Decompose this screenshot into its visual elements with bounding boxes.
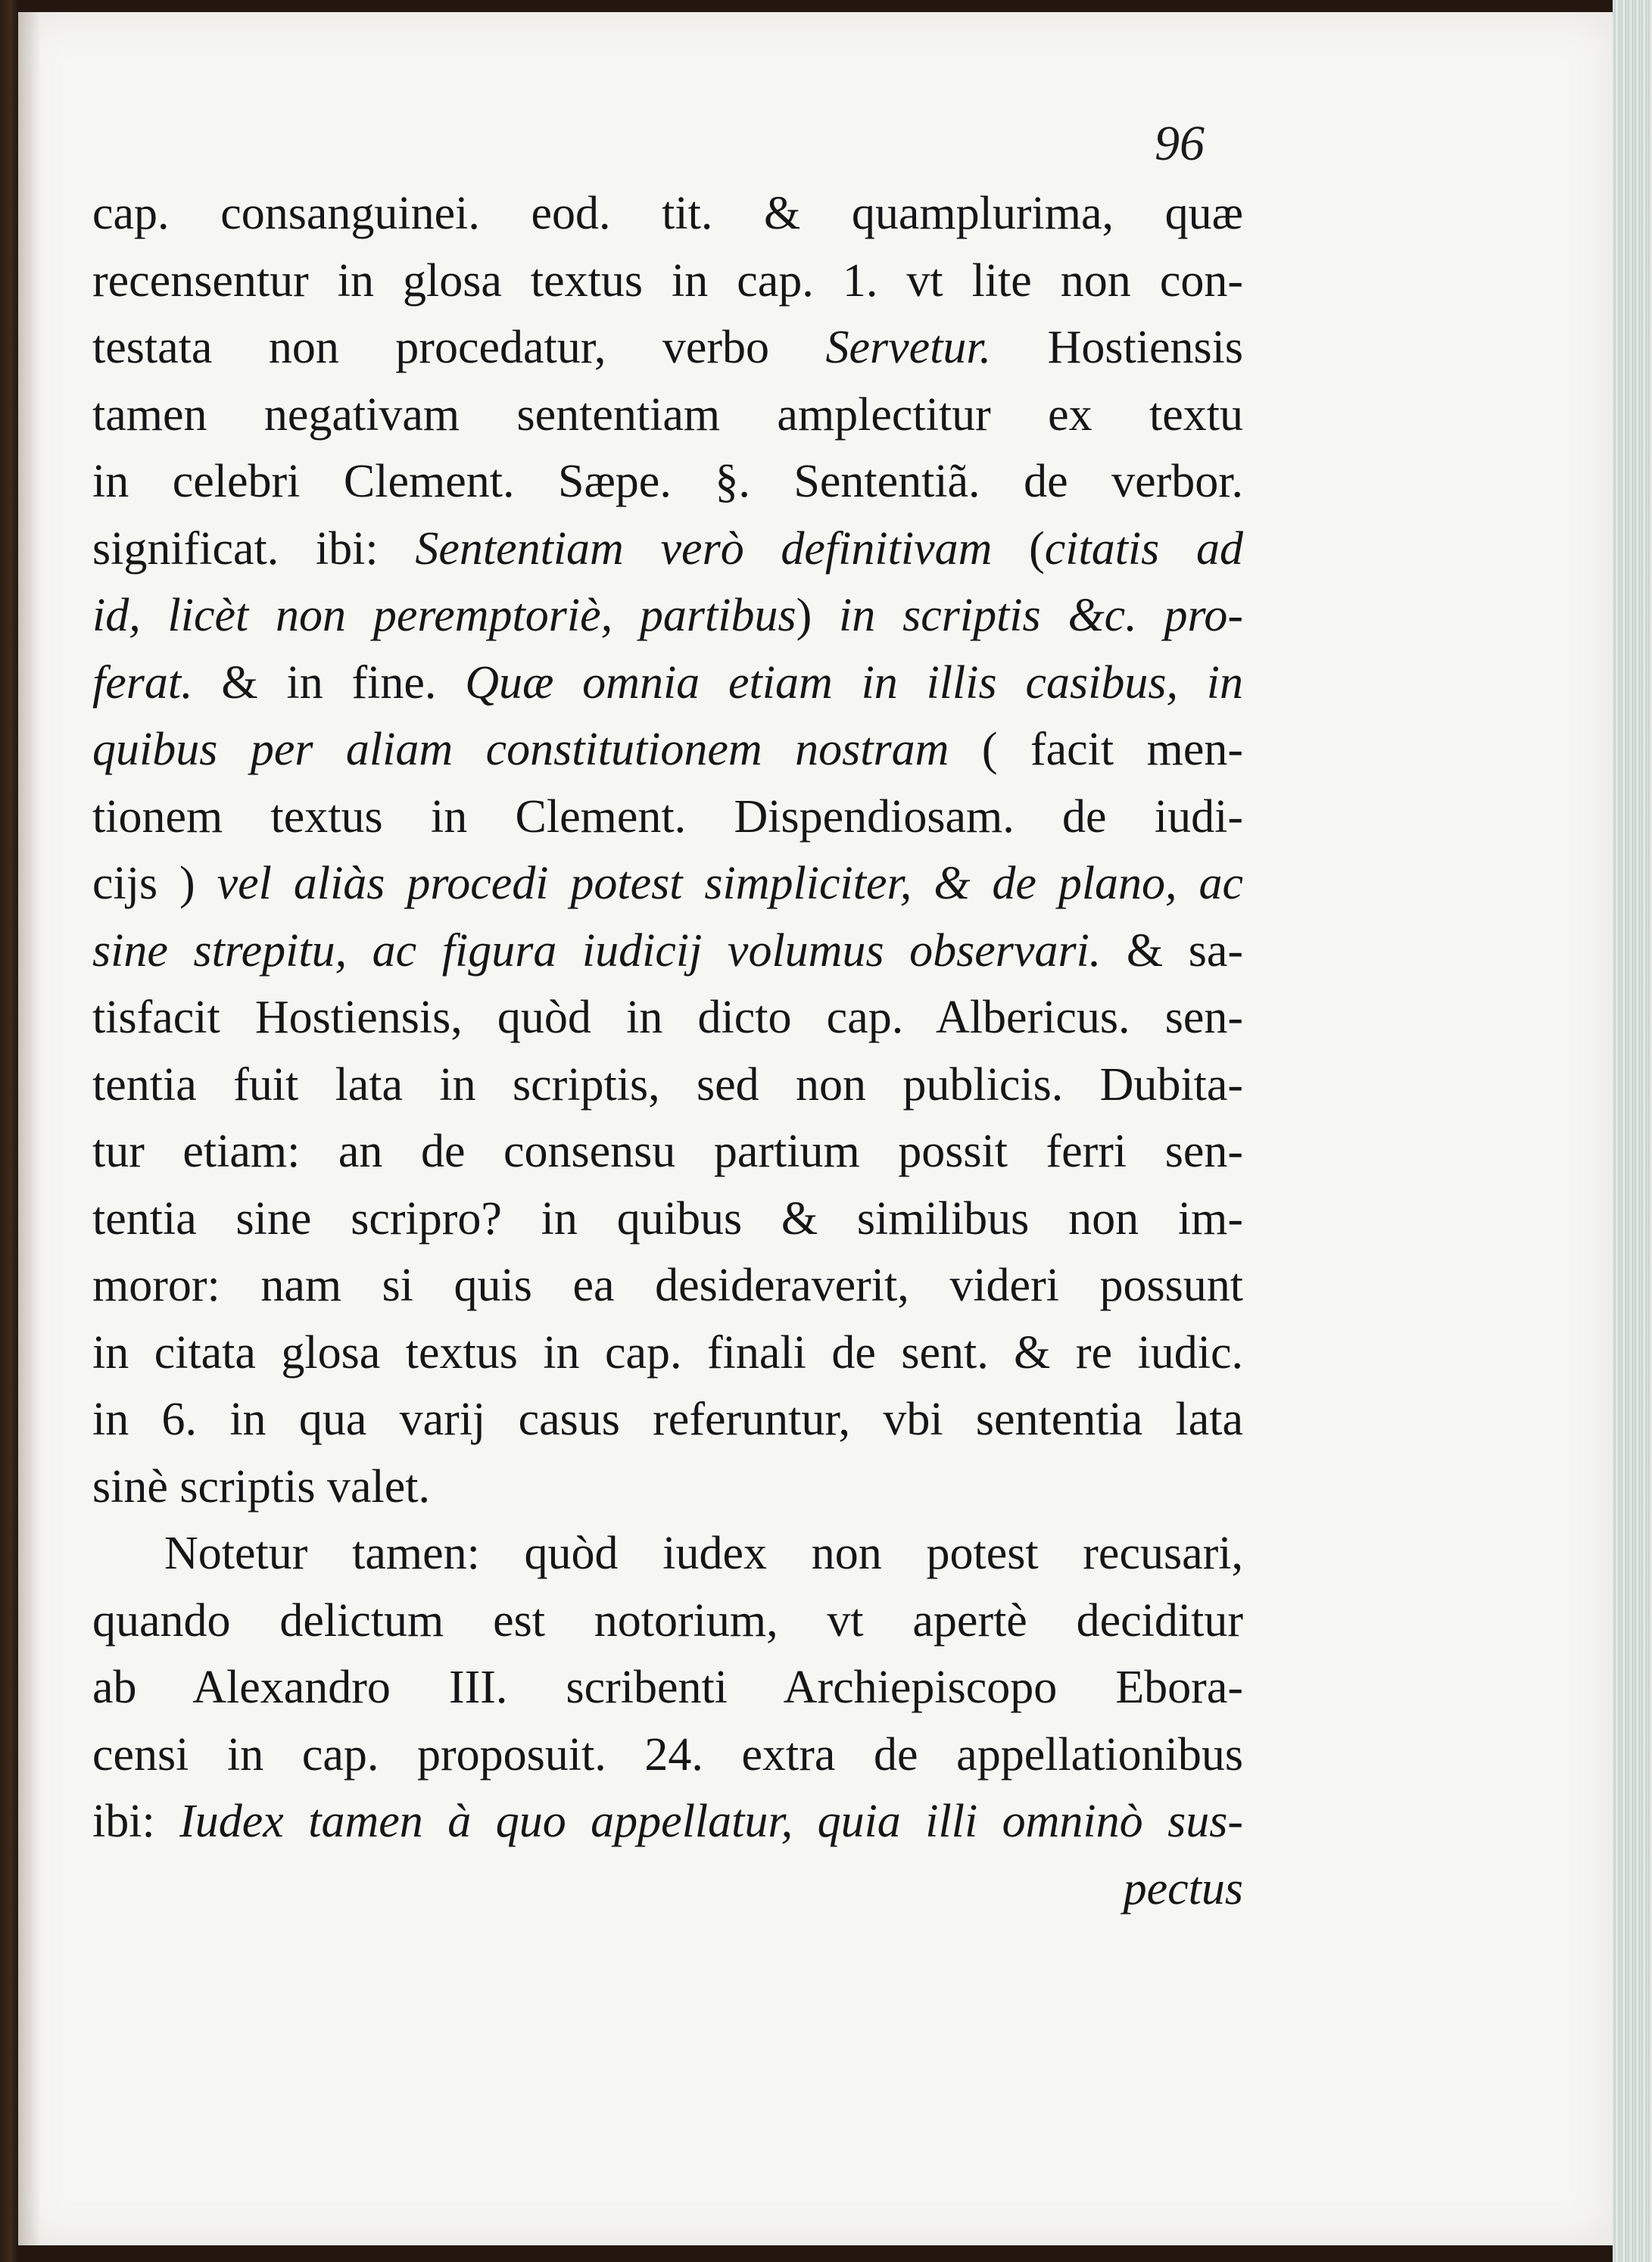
text-segment: Hostiensis (991, 322, 1243, 373)
text-line (92, 1320, 1243, 1387)
text-line (92, 1386, 1243, 1453)
italic-text-segment: citatis ad (1044, 522, 1243, 575)
text-line (92, 1252, 1243, 1320)
text-segment: Notetur tamen: quòd iudex non potest recusari, (164, 1528, 1243, 1579)
italic-text-segment: Servetur. (825, 322, 992, 373)
text-line (92, 1654, 1243, 1721)
text-line (92, 1186, 1243, 1253)
text-line (92, 1788, 1243, 1855)
text-segment: & sa- (1101, 924, 1243, 977)
text-segment: tur etiam: an de consensu partium possit ferri sen- (92, 1126, 1243, 1177)
text-line (92, 314, 1243, 382)
italic-text-segment: Sententiam verò definitivam (415, 522, 993, 575)
text-line (92, 1587, 1243, 1655)
catchword: pectus (1123, 1862, 1243, 1915)
text-segment: significat. ibi: (92, 522, 416, 575)
text-line (92, 1052, 1243, 1119)
text-line (92, 1520, 1243, 1587)
text-segment: in 6. in qua varij casus referuntur, vbi sententia lata (92, 1394, 1243, 1445)
text-segment: tamen negativam sententiam amplectitur ex textu (92, 388, 1243, 441)
italic-text-segment: Iudex tamen à quo appellatur, quia illi omninò sus- (179, 1796, 1243, 1847)
italic-text-segment: sine strepitu, ac figura iudicij volumus observari. (92, 924, 1102, 977)
text-segment: tentia fuit lata in scriptis, sed non publicis. Dubita- (92, 1058, 1243, 1111)
italic-text-segment: Quæ omnia etiam in illis casibus, in (465, 656, 1243, 709)
text-segment: ab Alexandro III. scribenti Archiepiscopo Ebora- (92, 1662, 1243, 1713)
text-line (92, 180, 1243, 248)
text-segment: ) (796, 590, 840, 641)
text-line (92, 650, 1243, 717)
text-segment: testata non procedatur, verbo (92, 322, 826, 373)
page-gutter-shadow (18, 12, 41, 2245)
text-segment: recensentur in glosa textus in cap. 1. vt lite non con- (92, 254, 1243, 307)
page-number: 96 (1155, 116, 1205, 171)
text-line (92, 784, 1243, 851)
italic-text-segment: ferat. (92, 656, 193, 709)
text-line (92, 582, 1243, 650)
italic-text-segment: id, licèt non peremptoriè, partibus (92, 590, 796, 641)
text-line (92, 448, 1243, 516)
text-segment: ibi: (92, 1796, 180, 1847)
text-segment: & in fine. (192, 656, 466, 709)
text-line (92, 516, 1243, 583)
text-line (92, 248, 1243, 315)
text-segment: in celebri Clement. Sæpe. §. Sententiã. de verbor. (92, 456, 1243, 507)
text-segment: tionem textus in Clement. Dispendiosam. de iudi- (92, 790, 1243, 843)
text-line (92, 918, 1243, 985)
text-segment: cijs ) (92, 858, 217, 909)
text-segment: censi in cap. proposuit. 24. extra de appellationibus (92, 1728, 1243, 1781)
text-segment: sinè scriptis valet. (92, 1460, 430, 1513)
body-text (92, 180, 1243, 1922)
text-line (92, 1118, 1243, 1186)
text-segment: quando delictum est notorium, vt apertè deciditur (92, 1594, 1243, 1647)
italic-text-segment: vel aliàs procedi potest simpliciter, & de plano, ac (217, 858, 1243, 909)
text-segment: tisfacit Hostiensis, quòd in dicto cap. Albericus. sen- (92, 992, 1243, 1043)
text-segment: cap. consanguinei. eod. tit. & quamplurima, quæ (92, 188, 1243, 239)
text-line (92, 382, 1243, 449)
italic-text-segment: quibus per aliam constitutionem nostram (92, 724, 949, 775)
text-line (92, 1453, 1243, 1521)
text-segment: in citata glosa textus in cap. finali de sent. & re iudic. (92, 1326, 1243, 1379)
book-fore-edge (1613, 0, 1652, 2262)
italic-text-segment: in scriptis &c. pro- (839, 590, 1243, 641)
text-line (92, 984, 1243, 1052)
text-line (92, 850, 1243, 918)
text-segment: ( (992, 522, 1045, 575)
text-segment: moror: nam si quis ea desideraverit, videri possunt (92, 1260, 1243, 1311)
text-line (92, 716, 1243, 784)
text-line (92, 1721, 1243, 1789)
text-segment: tentia sine scripro? in quibus & similibus non im- (92, 1192, 1243, 1245)
text-segment: ( facit men- (949, 724, 1243, 775)
